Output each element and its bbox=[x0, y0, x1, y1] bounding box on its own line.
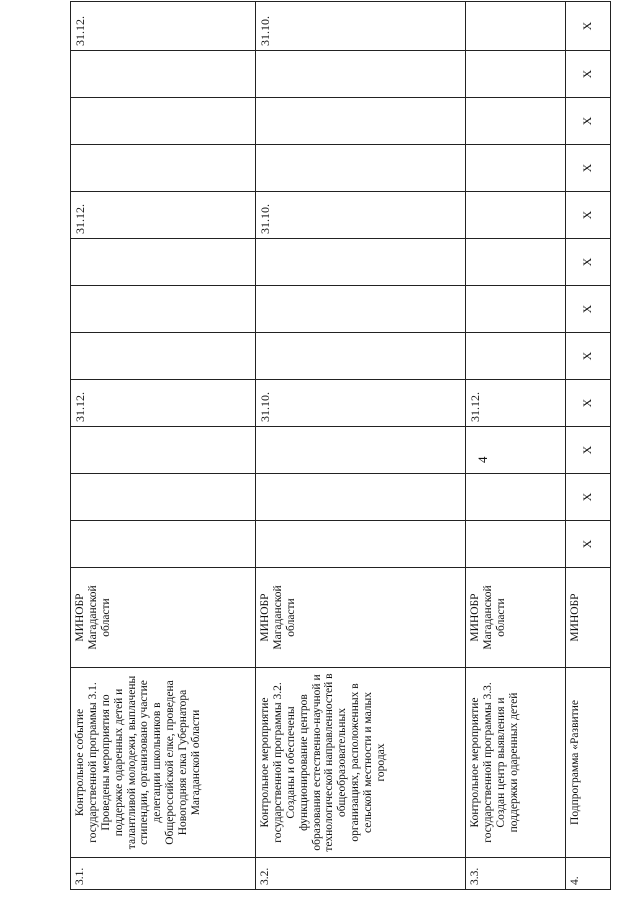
schedule-cell: X bbox=[566, 2, 611, 51]
schedule-cell bbox=[71, 145, 256, 192]
schedule-cell bbox=[466, 474, 566, 521]
schedule-cell bbox=[256, 333, 466, 380]
responsible-org: МИНОБР Магаданской области bbox=[256, 568, 466, 668]
event-description: Подпрограмма «Развитие bbox=[566, 668, 611, 858]
rotated-table-wrapper bbox=[70, 10, 610, 890]
schedule-cell bbox=[71, 98, 256, 145]
schedule-cell: 31.12. bbox=[71, 2, 256, 51]
page-number: 4 bbox=[475, 456, 490, 463]
schedule-cell bbox=[71, 239, 256, 286]
schedule-cell bbox=[466, 286, 566, 333]
responsible-org: МИНОБР Магаданской области bbox=[466, 568, 566, 668]
row-number: 3.2. bbox=[256, 858, 466, 890]
schedule-cell: X bbox=[566, 239, 611, 286]
schedule-cell: X bbox=[566, 521, 611, 568]
schedule-cell bbox=[256, 474, 466, 521]
schedule-cell bbox=[256, 239, 466, 286]
schedule-cell bbox=[256, 521, 466, 568]
table-row bbox=[466, 2, 566, 890]
schedule-cell bbox=[466, 2, 566, 51]
schedule-cell bbox=[71, 51, 256, 98]
schedule-cell: X bbox=[566, 380, 611, 427]
schedule-cell bbox=[256, 286, 466, 333]
schedule-cell bbox=[466, 192, 566, 239]
schedule-cell bbox=[466, 521, 566, 568]
schedule-cell bbox=[466, 51, 566, 98]
schedule-cell: 31.10. bbox=[256, 380, 466, 427]
event-description: Контрольное мероприятие государственной программы 3.2. Созданы и обеспечены функционирование центров образования естественно-научной и технологической направленностей в общеобразовательных организациях, расположенных в сельской местности и малых городах bbox=[256, 668, 466, 858]
schedule-cell bbox=[466, 98, 566, 145]
schedule-cell bbox=[256, 145, 466, 192]
row-number: 3.1. bbox=[71, 858, 256, 890]
row-number: 4. bbox=[566, 858, 611, 890]
schedule-cell bbox=[256, 98, 466, 145]
responsible-org: МИНОБР Магаданской области bbox=[71, 568, 256, 668]
schedule-cell: X bbox=[566, 427, 611, 474]
schedule-cell: X bbox=[566, 145, 611, 192]
schedule-cell bbox=[71, 286, 256, 333]
schedule-cell bbox=[71, 474, 256, 521]
schedule-cell: 31.12. bbox=[71, 380, 256, 427]
schedule-cell: X bbox=[566, 98, 611, 145]
schedule-cell bbox=[466, 239, 566, 286]
schedule-cell: 31.10. bbox=[256, 2, 466, 51]
schedule-cell: 31.12. bbox=[71, 192, 256, 239]
schedule-cell bbox=[256, 51, 466, 98]
schedule-cell bbox=[256, 427, 466, 474]
schedule-cell: 31.10. bbox=[256, 192, 466, 239]
schedule-cell bbox=[466, 145, 566, 192]
responsible-org: МИНОБР bbox=[566, 568, 611, 668]
schedule-cell: X bbox=[566, 474, 611, 521]
schedule-cell: X bbox=[566, 286, 611, 333]
table-row bbox=[566, 2, 611, 890]
row-number: 3.3. bbox=[466, 858, 566, 890]
table-row bbox=[256, 2, 466, 890]
schedule-cell: 31.12. bbox=[466, 380, 566, 427]
schedule-cell bbox=[71, 427, 256, 474]
schedule-cell: X bbox=[566, 192, 611, 239]
schedule-cell bbox=[71, 521, 256, 568]
schedule-cell bbox=[71, 333, 256, 380]
table-row bbox=[71, 2, 256, 890]
schedule-cell bbox=[466, 333, 566, 380]
program-table bbox=[70, 1, 611, 890]
schedule-cell: X bbox=[566, 51, 611, 98]
event-description: Контрольное мероприятие государственной программы 3.3. Создан центр выявления и поддержки одаренных детей bbox=[466, 668, 566, 858]
schedule-cell: X bbox=[566, 333, 611, 380]
event-description: Контрольное событие государственной программы 3.1. Проведены мероприятия по поддержке одаренных детей и талантливой молодежи, выплачены стипендии, организовано участие делегации школьников в Общероссийской елке, проведена Новогодняя елка Губернатора Магаданской области bbox=[71, 668, 256, 858]
schedule-cell bbox=[466, 427, 566, 474]
